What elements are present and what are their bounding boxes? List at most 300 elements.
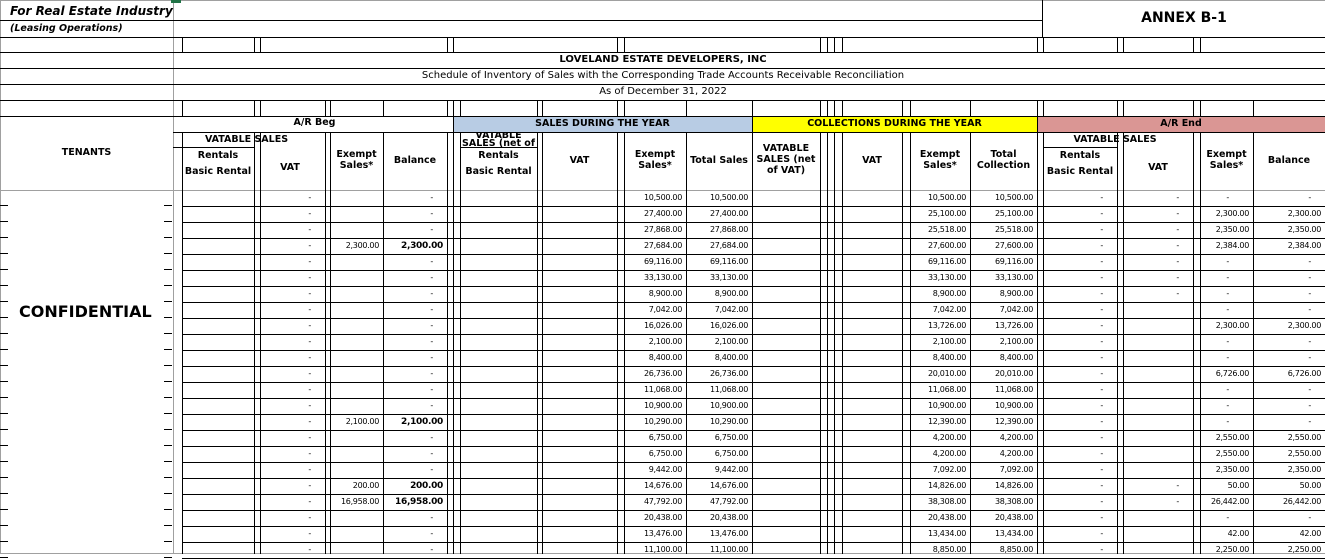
cell-end-exempt[interactable]: 2,550.00 (1215, 449, 1249, 458)
cell-coll-exempt[interactable]: 20,438.00 (927, 513, 966, 522)
cell-beg-balance[interactable]: 2,300.00 (400, 241, 443, 251)
cell-end-vat[interactable]: - (1176, 257, 1179, 266)
cell-beg-balance[interactable]: - (430, 289, 433, 298)
cell-end-basic[interactable]: - (1100, 289, 1103, 298)
vertical-gridline (542, 132, 543, 190)
cell-coll-total[interactable]: 27,600.00 (994, 241, 1033, 250)
cell-end-balance[interactable]: 2,300.00 (1287, 321, 1321, 330)
cell-end-vat[interactable] (1123, 542, 1189, 558)
cell-coll-total[interactable]: 7,092.00 (999, 465, 1033, 474)
cell-end-basic[interactable]: - (1100, 369, 1103, 378)
cell-end-exempt[interactable]: - (1226, 353, 1229, 362)
cell-end-balance[interactable]: - (1308, 257, 1311, 266)
cell-end-balance[interactable]: - (1308, 353, 1311, 362)
cell-end-balance[interactable]: - (1308, 337, 1311, 346)
cell-end-exempt[interactable]: - (1226, 337, 1229, 346)
cell-beg-vat[interactable]: - (308, 353, 311, 362)
cell-coll-total[interactable]: 11,068.00 (994, 385, 1033, 394)
cell-end-basic[interactable]: - (1100, 529, 1103, 538)
cell-end-basic[interactable]: - (1100, 545, 1103, 554)
cell-sales-exempt[interactable]: 10,290.00 (643, 417, 682, 426)
active-cell-marker (171, 0, 181, 3)
cell-beg-vat[interactable]: - (308, 225, 311, 234)
cell-coll-exempt[interactable]: 25,100.00 (927, 209, 966, 218)
collections-total-header: Total Collection (976, 149, 1031, 171)
cell-coll-total[interactable]: 38,308.00 (994, 497, 1033, 506)
cell-sales-exempt[interactable]: 27,868.00 (643, 225, 682, 234)
cell-beg-balance[interactable]: - (430, 529, 433, 538)
cell-sales-exempt[interactable]: 9,442.00 (648, 465, 682, 474)
cell-end-vat[interactable] (1123, 318, 1189, 334)
cell-end-balance[interactable]: - (1308, 385, 1311, 394)
tenant-row-tick (164, 237, 172, 238)
tenant-row-tick (164, 381, 172, 382)
cell-end-balance[interactable]: - (1308, 289, 1311, 298)
cell-beg-balance[interactable]: - (430, 337, 433, 346)
cell-beg-vat[interactable]: - (308, 289, 311, 298)
cell-end-vat[interactable] (1123, 414, 1189, 430)
cell-beg-exempt[interactable] (330, 526, 379, 542)
cell-sales-total[interactable]: 26,736.00 (709, 369, 748, 378)
cell-end-vat[interactable] (1123, 382, 1189, 398)
cell-sales-total[interactable]: 9,442.00 (714, 465, 748, 474)
cell-beg-vat[interactable]: - (308, 449, 311, 458)
cell-coll-exempt[interactable]: 4,200.00 (932, 433, 966, 442)
cell-coll-total[interactable]: 8,400.00 (999, 353, 1033, 362)
cell-end-balance[interactable]: - (1308, 273, 1311, 282)
cell-end-exempt[interactable]: - (1226, 401, 1229, 410)
cell-sales-total[interactable]: 20,438.00 (709, 513, 748, 522)
cell-sales-total[interactable]: 10,900.00 (709, 401, 748, 410)
cell-end-basic[interactable]: - (1100, 481, 1103, 490)
cell-sales-exempt[interactable]: 10,900.00 (643, 401, 682, 410)
horizontal-gridline (0, 100, 1325, 101)
cell-end-basic[interactable]: - (1100, 241, 1103, 250)
cell-coll-total[interactable]: 10,500.00 (994, 193, 1033, 202)
cell-sales-total[interactable]: 27,684.00 (709, 241, 748, 250)
cell-sales-total[interactable]: 8,400.00 (714, 353, 748, 362)
cell-end-vat[interactable] (1123, 366, 1189, 382)
cell-coll-total[interactable]: 8,850.00 (999, 545, 1033, 554)
cell-sales-exempt[interactable]: 2,100.00 (648, 337, 682, 346)
cell-sales-total[interactable]: 33,130.00 (709, 273, 748, 282)
cell-sales-total[interactable]: 27,868.00 (709, 225, 748, 234)
cell-end-exempt[interactable]: 2,350.00 (1215, 465, 1249, 474)
cell-sales-exempt[interactable]: 7,042.00 (648, 305, 682, 314)
cell-beg-exempt[interactable] (330, 190, 379, 206)
cell-sales-exempt[interactable]: 16,026.00 (643, 321, 682, 330)
cell-end-vat[interactable]: - (1176, 273, 1179, 282)
cell-end-exempt[interactable]: 2,250.00 (1215, 545, 1249, 554)
cell-sales-exempt[interactable]: 6,750.00 (648, 449, 682, 458)
collections-exempt-header: Exempt Sales* (919, 149, 961, 171)
vertical-gridline (447, 132, 448, 190)
ar-end-rentals-header: Rentals (1059, 150, 1101, 161)
cell-end-vat[interactable] (1123, 302, 1189, 318)
cell-sales-total[interactable]: 6,750.00 (714, 433, 748, 442)
cell-end-vat[interactable] (1123, 510, 1189, 526)
cell-end-basic[interactable]: - (1100, 433, 1103, 442)
vertical-gridline (820, 100, 821, 116)
cell-end-exempt[interactable]: 50.00 (1227, 481, 1249, 490)
cell-sales-total[interactable]: 7,042.00 (714, 305, 748, 314)
vertical-gridline (910, 100, 911, 116)
cell-coll-exempt[interactable]: 10,500.00 (927, 193, 966, 202)
cell-end-basic[interactable]: - (1100, 321, 1103, 330)
cell-end-balance[interactable]: 50.00 (1299, 481, 1321, 490)
cell-beg-balance[interactable]: - (430, 321, 433, 330)
tenant-row-tick (0, 461, 8, 462)
cell-end-exempt[interactable]: - (1226, 257, 1229, 266)
cell-coll-total[interactable]: 25,518.00 (994, 225, 1033, 234)
cell-end-basic[interactable]: - (1100, 465, 1103, 474)
cell-end-exempt[interactable]: 26,442.00 (1210, 497, 1249, 506)
cell-end-basic[interactable]: - (1100, 225, 1103, 234)
vertical-gridline (1117, 100, 1118, 116)
cell-beg-exempt[interactable] (330, 206, 379, 222)
cell-sales-total[interactable]: 10,500.00 (709, 193, 748, 202)
cell-beg-exempt[interactable] (330, 350, 379, 366)
cell-sales-total[interactable]: 13,476.00 (709, 529, 748, 538)
cell-sales-total[interactable]: 10,290.00 (709, 417, 748, 426)
vertical-gridline (325, 190, 326, 554)
cell-end-balance[interactable]: - (1308, 305, 1311, 314)
vertical-gridline (1253, 100, 1254, 116)
cell-end-basic[interactable]: - (1100, 497, 1103, 506)
cell-beg-vat[interactable]: - (308, 497, 311, 506)
cell-beg-exempt[interactable] (330, 462, 379, 478)
cell-beg-balance[interactable]: - (430, 305, 433, 314)
cell-coll-exempt[interactable]: 8,900.00 (932, 289, 966, 298)
cell-sales-exempt[interactable]: 69,116.00 (643, 257, 682, 266)
cell-sales-exempt[interactable]: 27,400.00 (643, 209, 682, 218)
vertical-gridline (325, 100, 326, 116)
cell-end-balance[interactable]: 42.00 (1299, 529, 1321, 538)
cell-coll-total[interactable]: 12,390.00 (994, 417, 1033, 426)
cell-coll-exempt[interactable]: 20,010.00 (927, 369, 966, 378)
cell-end-balance[interactable]: 2,350.00 (1287, 465, 1321, 474)
tenant-row-tick (164, 397, 172, 398)
cell-end-balance[interactable]: - (1308, 513, 1311, 522)
cell-beg-balance[interactable]: - (430, 385, 433, 394)
cell-coll-total[interactable]: 4,200.00 (999, 449, 1033, 458)
cell-sales-total[interactable]: 69,116.00 (709, 257, 748, 266)
cell-beg-exempt[interactable] (330, 366, 379, 382)
cell-end-exempt[interactable]: - (1226, 273, 1229, 282)
cell-end-basic[interactable]: - (1100, 257, 1103, 266)
vertical-gridline (1117, 190, 1118, 554)
horizontal-gridline (173, 147, 254, 148)
cell-coll-total[interactable]: 20,010.00 (994, 369, 1033, 378)
cell-beg-vat[interactable]: - (308, 433, 311, 442)
cell-sales-exempt[interactable]: 27,684.00 (643, 241, 682, 250)
cell-coll-exempt[interactable]: 4,200.00 (932, 449, 966, 458)
cell-end-vat[interactable] (1123, 398, 1189, 414)
cell-end-basic[interactable]: - (1100, 273, 1103, 282)
cell-coll-total[interactable]: 33,130.00 (994, 273, 1033, 282)
cell-coll-exempt[interactable]: 69,116.00 (927, 257, 966, 266)
cell-sales-exempt[interactable]: 26,736.00 (643, 369, 682, 378)
cell-beg-balance[interactable]: - (430, 513, 433, 522)
vertical-gridline (254, 100, 255, 116)
cell-end-basic[interactable]: - (1100, 513, 1103, 522)
vertical-gridline (453, 132, 454, 190)
tenants-header: TENANTS (61, 147, 112, 158)
cell-sales-exempt[interactable]: 8,400.00 (648, 353, 682, 362)
cell-coll-total[interactable]: 13,434.00 (994, 529, 1033, 538)
cell-end-vat[interactable] (1123, 462, 1189, 478)
cell-beg-exempt[interactable]: 2,100.00 (345, 417, 379, 426)
cell-beg-vat[interactable]: - (308, 257, 311, 266)
tenant-row-tick (164, 365, 172, 366)
cell-sales-exempt[interactable]: 47,792.00 (643, 497, 682, 506)
cell-beg-vat[interactable]: - (308, 273, 311, 282)
cell-end-exempt[interactable]: - (1226, 417, 1229, 426)
cell-coll-exempt[interactable]: 14,826.00 (927, 481, 966, 490)
cell-end-exempt[interactable]: 2,550.00 (1215, 433, 1249, 442)
tenant-row-tick (0, 429, 8, 430)
cell-end-balance[interactable]: 6,726.00 (1287, 369, 1321, 378)
cell-beg-exempt[interactable] (330, 382, 379, 398)
cell-end-vat[interactable]: - (1176, 225, 1179, 234)
tenant-row-tick (164, 205, 172, 206)
cell-coll-total[interactable]: 14,826.00 (994, 481, 1033, 490)
cell-sales-exempt[interactable]: 11,100.00 (643, 545, 682, 554)
cell-sales-total[interactable]: 14,676.00 (709, 481, 748, 490)
cell-end-exempt[interactable]: - (1226, 289, 1229, 298)
cell-sales-exempt[interactable]: 11,068.00 (643, 385, 682, 394)
tenant-row-tick (0, 253, 8, 254)
vertical-gridline (447, 37, 448, 52)
cell-beg-exempt[interactable] (330, 542, 379, 558)
cell-sales-exempt[interactable]: 8,900.00 (648, 289, 682, 298)
cell-coll-total[interactable]: 7,042.00 (999, 305, 1033, 314)
cell-sales-total[interactable]: 16,026.00 (709, 321, 748, 330)
cell-coll-exempt[interactable]: 13,726.00 (927, 321, 966, 330)
cell-coll-total[interactable]: 2,100.00 (999, 337, 1033, 346)
cell-coll-exempt[interactable]: 7,092.00 (932, 465, 966, 474)
tenant-row-tick (0, 349, 8, 350)
cell-end-vat[interactable]: - (1176, 209, 1179, 218)
cell-coll-total[interactable]: 69,116.00 (994, 257, 1033, 266)
cell-end-basic[interactable]: - (1100, 417, 1103, 426)
cell-beg-balance[interactable]: - (430, 369, 433, 378)
cell-coll-exempt[interactable]: 13,434.00 (927, 529, 966, 538)
cell-end-vat[interactable]: - (1176, 497, 1179, 506)
cell-end-balance[interactable]: 2,550.00 (1287, 433, 1321, 442)
vertical-gridline (820, 132, 821, 190)
cell-end-vat[interactable]: - (1176, 289, 1179, 298)
cell-beg-vat[interactable]: - (308, 529, 311, 538)
cell-beg-exempt[interactable] (330, 318, 379, 334)
cell-beg-balance[interactable]: - (430, 401, 433, 410)
cell-end-basic[interactable]: - (1100, 209, 1103, 218)
cell-beg-exempt[interactable]: 16,958.00 (340, 497, 379, 506)
cell-end-exempt[interactable]: 2,350.00 (1215, 225, 1249, 234)
cell-coll-total[interactable]: 10,900.00 (994, 401, 1033, 410)
cell-end-exempt[interactable]: - (1226, 305, 1229, 314)
vertical-gridline (617, 190, 618, 554)
vertical-gridline (383, 132, 384, 190)
cell-end-balance[interactable]: 2,550.00 (1287, 449, 1321, 458)
cell-sales-exempt[interactable]: 6,750.00 (648, 433, 682, 442)
cell-end-exempt[interactable]: 6,726.00 (1215, 369, 1249, 378)
tenant-row-tick (0, 221, 8, 222)
cell-beg-vat[interactable]: - (308, 193, 311, 202)
cell-coll-total[interactable]: 20,438.00 (994, 513, 1033, 522)
vertical-gridline (447, 100, 448, 116)
cell-beg-balance[interactable]: 16,958.00 (395, 497, 443, 507)
cell-beg-balance[interactable]: - (430, 273, 433, 282)
cell-beg-balance[interactable]: - (430, 225, 433, 234)
cell-beg-exempt[interactable] (330, 222, 379, 238)
vertical-gridline (537, 132, 538, 190)
cell-coll-exempt[interactable]: 12,390.00 (927, 417, 966, 426)
vertical-gridline (752, 116, 753, 132)
ar-beg-vatable-sales-header: VATABLE SALES (204, 134, 289, 145)
cell-beg-balance[interactable]: 200.00 (410, 481, 443, 491)
cell-end-balance[interactable]: - (1308, 401, 1311, 410)
vertical-gridline (1193, 190, 1194, 554)
cell-end-exempt[interactable]: 2,300.00 (1215, 321, 1249, 330)
cell-end-exempt[interactable]: - (1226, 193, 1229, 202)
cell-beg-vat[interactable]: - (308, 321, 311, 330)
tenant-row-tick (0, 413, 8, 414)
cell-coll-exempt[interactable]: 38,308.00 (927, 497, 966, 506)
cell-coll-exempt[interactable]: 10,900.00 (927, 401, 966, 410)
cell-beg-exempt[interactable]: 2,300.00 (345, 241, 379, 250)
cell-end-basic[interactable]: - (1100, 305, 1103, 314)
cell-sales-total[interactable]: 6,750.00 (714, 449, 748, 458)
cell-sales-total[interactable]: 47,792.00 (709, 497, 748, 506)
vertical-gridline (902, 132, 903, 190)
cell-beg-vat[interactable]: - (308, 305, 311, 314)
cell-end-basic[interactable]: - (1100, 353, 1103, 362)
cell-end-vat[interactable] (1123, 334, 1189, 350)
cell-beg-exempt[interactable] (330, 446, 379, 462)
cell-end-vat[interactable] (1123, 446, 1189, 462)
cell-beg-exempt[interactable] (330, 286, 379, 302)
cell-end-exempt[interactable]: 2,384.00 (1215, 241, 1249, 250)
cell-coll-total[interactable]: 8,900.00 (999, 289, 1033, 298)
cell-end-basic[interactable]: - (1100, 449, 1103, 458)
cell-end-basic[interactable]: - (1100, 193, 1103, 202)
cell-beg-vat[interactable]: - (308, 209, 311, 218)
cell-beg-exempt[interactable] (330, 398, 379, 414)
cell-coll-exempt[interactable]: 7,042.00 (932, 305, 966, 314)
cell-coll-exempt[interactable]: 8,850.00 (932, 545, 966, 554)
cell-beg-vat[interactable]: - (308, 241, 311, 250)
cell-end-balance[interactable]: - (1308, 193, 1311, 202)
cell-beg-balance[interactable]: - (430, 209, 433, 218)
cell-beg-vat[interactable]: - (308, 401, 311, 410)
cell-end-vat[interactable]: - (1176, 481, 1179, 490)
cell-sales-total[interactable]: 2,100.00 (714, 337, 748, 346)
cell-end-vat[interactable]: - (1176, 193, 1179, 202)
cell-beg-exempt[interactable] (330, 510, 379, 526)
cell-end-vat[interactable] (1123, 430, 1189, 446)
cell-coll-total[interactable]: 25,100.00 (994, 209, 1033, 218)
cell-end-balance[interactable]: 2,350.00 (1287, 225, 1321, 234)
cell-beg-exempt[interactable] (330, 334, 379, 350)
cell-beg-vat[interactable]: - (308, 545, 311, 554)
cell-end-balance[interactable]: 2,300.00 (1287, 209, 1321, 218)
vertical-gridline (827, 190, 828, 554)
cell-beg-balance[interactable]: - (430, 353, 433, 362)
cell-sales-total[interactable]: 27,400.00 (709, 209, 748, 218)
cell-coll-exempt[interactable]: 2,100.00 (932, 337, 966, 346)
cell-beg-balance[interactable]: - (430, 545, 433, 554)
cell-beg-balance[interactable]: - (430, 465, 433, 474)
cell-sales-exempt[interactable]: 14,676.00 (643, 481, 682, 490)
cell-beg-vat[interactable]: - (308, 385, 311, 394)
cell-beg-balance[interactable]: - (430, 193, 433, 202)
vertical-gridline (1193, 100, 1194, 116)
cell-sales-exempt[interactable]: 10,500.00 (643, 193, 682, 202)
cell-coll-exempt[interactable]: 33,130.00 (927, 273, 966, 282)
cell-beg-vat[interactable]: - (308, 513, 311, 522)
cell-beg-vat[interactable]: - (308, 369, 311, 378)
cell-sales-total[interactable]: 8,900.00 (714, 289, 748, 298)
cell-beg-vat[interactable]: - (308, 481, 311, 490)
cell-beg-exempt[interactable] (330, 430, 379, 446)
cell-end-balance[interactable]: - (1308, 417, 1311, 426)
cell-beg-vat[interactable]: - (308, 417, 311, 426)
cell-end-exempt[interactable]: - (1226, 513, 1229, 522)
cell-end-vat[interactable] (1123, 350, 1189, 366)
cell-beg-balance[interactable]: - (430, 257, 433, 266)
cell-end-exempt[interactable]: 42.00 (1227, 529, 1249, 538)
tenant-row-tick (0, 397, 8, 398)
cell-sales-total[interactable]: 11,100.00 (709, 545, 748, 554)
cell-end-exempt[interactable]: 2,300.00 (1215, 209, 1249, 218)
cell-beg-exempt[interactable]: 200.00 (352, 481, 379, 490)
cell-sales-exempt[interactable]: 13,476.00 (643, 529, 682, 538)
cell-beg-balance[interactable]: - (430, 433, 433, 442)
cell-coll-total[interactable]: 13,726.00 (994, 321, 1033, 330)
cell-coll-exempt[interactable]: 8,400.00 (932, 353, 966, 362)
cell-sales-total[interactable]: 11,068.00 (709, 385, 748, 394)
cell-end-balance[interactable]: 2,384.00 (1287, 241, 1321, 250)
cell-end-vat[interactable]: - (1176, 241, 1179, 250)
vertical-gridline (1037, 190, 1038, 554)
ar-beg-basic-rental-header: Basic Rental (184, 166, 252, 177)
cell-end-basic[interactable]: - (1100, 337, 1103, 346)
cell-end-vat[interactable] (1123, 526, 1189, 542)
cell-coll-total[interactable]: 4,200.00 (999, 433, 1033, 442)
cell-end-balance[interactable]: 2,250.00 (1287, 545, 1321, 554)
cell-beg-exempt[interactable] (330, 302, 379, 318)
cell-sales-exempt[interactable]: 33,130.00 (643, 273, 682, 282)
cell-beg-balance[interactable]: - (430, 449, 433, 458)
cell-coll-exempt[interactable]: 27,600.00 (927, 241, 966, 250)
cell-beg-exempt[interactable] (330, 270, 379, 286)
cell-sales-exempt[interactable]: 20,438.00 (643, 513, 682, 522)
cell-beg-exempt[interactable] (330, 254, 379, 270)
cell-end-exempt[interactable]: - (1226, 385, 1229, 394)
cell-end-basic[interactable]: - (1100, 401, 1103, 410)
cell-coll-exempt[interactable]: 11,068.00 (927, 385, 966, 394)
cell-end-basic[interactable]: - (1100, 385, 1103, 394)
cell-beg-balance[interactable]: 2,100.00 (400, 417, 443, 427)
ar-beg-rentals-header: Rentals (197, 150, 239, 161)
cell-beg-vat[interactable]: - (308, 465, 311, 474)
cell-beg-vat[interactable]: - (308, 337, 311, 346)
vertical-gridline (834, 132, 835, 190)
cell-coll-exempt[interactable]: 25,518.00 (927, 225, 966, 234)
vertical-gridline (460, 190, 461, 554)
cell-end-balance[interactable]: 26,442.00 (1282, 497, 1321, 506)
